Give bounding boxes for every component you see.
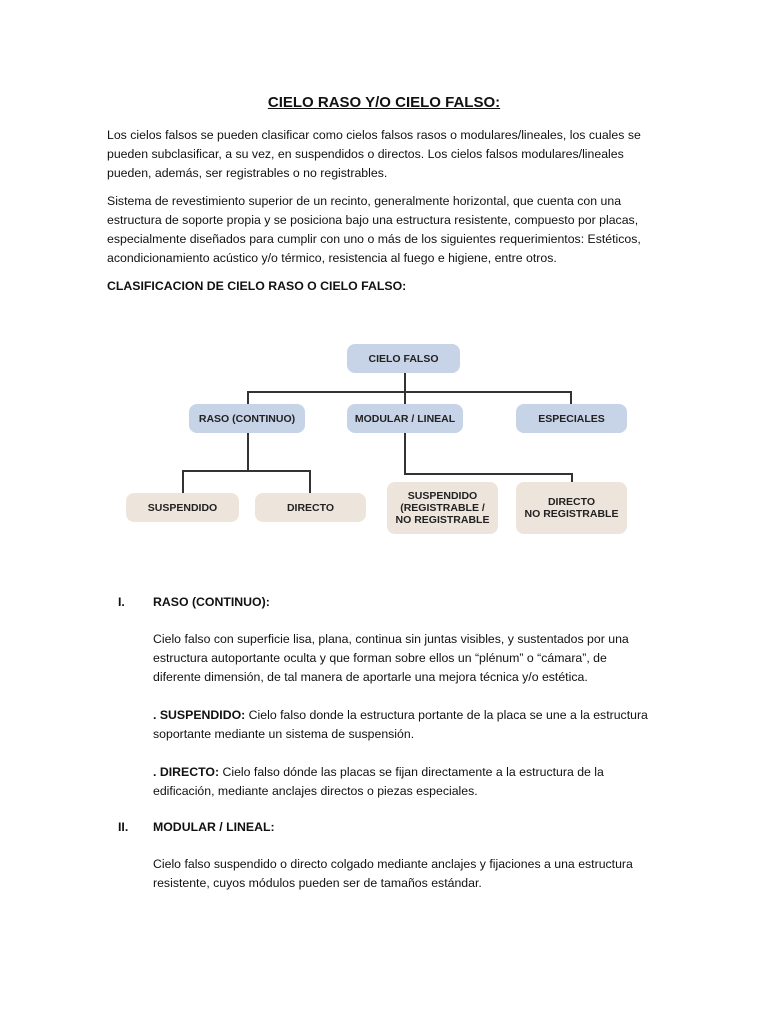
definition-paragraph: Sistema de revestimiento superior de un recinto, generalmente horizontal, que cuenta con una estructura de soporte propia y se posiciona bajo una estructura resistente, compuesto por placas, especialmente diseñados para cumplir con uno o más de los siguientes requerimientos: Estéticos, acondicionamiento acústico y/o térmico, resistencia al fuego e higiene, entre otros. xyxy=(107,194,641,265)
directo-definition xyxy=(153,763,653,801)
node-modular-lineal: MODULAR / LINEAL xyxy=(347,404,463,433)
node-directo: DIRECTO xyxy=(255,493,366,522)
section-1-description: Cielo falso con superficie lisa, plana, continua sin juntas visibles, y sustentados por una estructura autoportante oculta y que forman sobre ellos un “plénum” o “cámara”, de diferente dimensión, de tal manera de aportarle una mejora técnica y/o estética. xyxy=(153,632,629,684)
connector xyxy=(247,391,249,405)
section-2-heading: MODULAR / LINEAL: xyxy=(153,820,275,834)
directo-text: Cielo falso dónde las placas se fijan directamente a la estructura de la edificación, mediante anclajes directos o piezas especiales. xyxy=(153,765,604,798)
node-line: NO REGISTRABLE xyxy=(395,514,490,526)
connector xyxy=(404,473,572,475)
suspendido-label: . SUSPENDIDO: xyxy=(153,708,246,722)
connector xyxy=(309,470,311,493)
node-cielo-falso: CIELO FALSO xyxy=(347,344,460,373)
classification-heading: CLASIFICACION DE CIELO RASO O CIELO FALSO: xyxy=(107,279,407,293)
node-suspendido-registrable xyxy=(387,482,498,534)
connector xyxy=(247,433,249,471)
section-2-description: Cielo falso suspendido o directo colgado mediante anclajes y fijaciones a una estructura resistente, cuyos módulos pueden ser de tamaños estándar. xyxy=(153,857,633,890)
section-1-numeral: I. xyxy=(118,595,125,609)
suspendido-definition xyxy=(153,706,653,744)
connector xyxy=(247,391,571,393)
node-line: (REGISTRABLE / xyxy=(400,502,485,514)
classification-diagram xyxy=(120,336,640,546)
suspendido-text: Cielo falso donde la estructura portante de la placa se une a la estructura soportante mediante un sistema de suspensión. xyxy=(153,708,648,741)
document-title: CIELO RASO Y/O CIELO FALSO: xyxy=(267,94,501,111)
connector xyxy=(404,433,406,474)
node-raso-continuo: RASO (CONTINUO) xyxy=(189,404,305,433)
intro-paragraph: Los cielos falsos se pueden clasificar como cielos falsos rasos o modulares/lineales, los cuales se pueden subclasificar, a su vez, en suspendidos o directos. Los cielos falsos modulares/lineales pueden, además, ser registrables o no registrables. xyxy=(107,128,641,180)
connector xyxy=(570,391,572,405)
connector xyxy=(182,470,310,472)
node-line: SUSPENDIDO xyxy=(407,490,478,502)
node-directo-no-registrable xyxy=(516,482,627,534)
section-1-heading: RASO (CONTINUO): xyxy=(153,595,270,609)
node-suspendido: SUSPENDIDO xyxy=(126,493,239,522)
connector xyxy=(404,372,406,392)
node-line: DIRECTO xyxy=(547,496,596,508)
connector xyxy=(404,391,406,405)
node-line: NO REGISTRABLE xyxy=(524,508,619,520)
section-2-numeral: II. xyxy=(118,820,129,834)
node-especiales: ESPECIALES xyxy=(516,404,627,433)
directo-label: . DIRECTO: xyxy=(153,765,220,779)
connector xyxy=(182,470,184,493)
